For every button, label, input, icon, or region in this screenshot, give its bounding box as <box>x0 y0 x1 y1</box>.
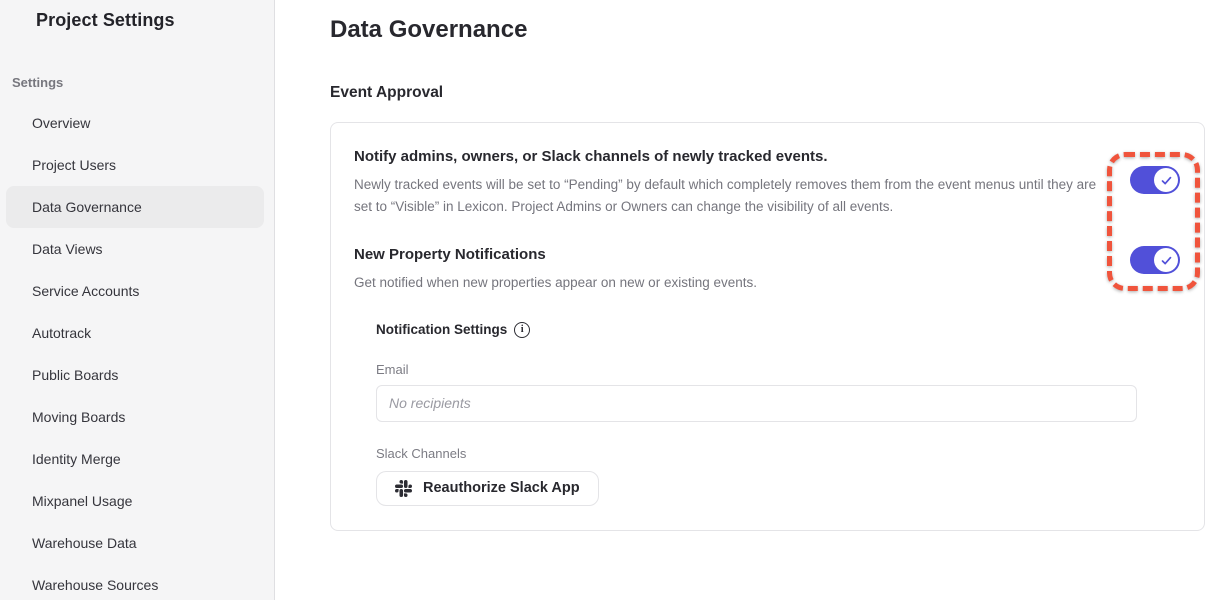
sidebar-item-label: Data Views <box>32 241 103 257</box>
sidebar-item-label: Data Governance <box>32 199 142 215</box>
notify-setting-description: Newly tracked events will be set to “Pending” by default which completely removes them from the event menus until they are set to “Visible” in Lexicon. Project Admins or Owners can change the visibility of all events. <box>354 177 1097 214</box>
sidebar-item-label: Service Accounts <box>32 283 140 299</box>
sidebar-item-public-boards[interactable] <box>0 354 274 396</box>
toggle-knob <box>1154 248 1178 272</box>
slack-channels-label: Slack Channels <box>376 445 467 461</box>
sidebar-item-mixpanel-usage[interactable] <box>0 480 274 522</box>
sidebar-nav <box>0 102 274 600</box>
sidebar-item-label: Warehouse Sources <box>32 577 159 593</box>
new-property-notifications-title: New Property Notifications <box>354 245 546 263</box>
sidebar-item-label: Project Users <box>32 157 117 173</box>
info-icon[interactable]: i <box>514 322 530 338</box>
sidebar-item-data-views[interactable] <box>0 228 274 270</box>
sidebar-item-overview[interactable] <box>0 102 274 144</box>
email-label: Email <box>376 361 409 377</box>
section-title-event-approval: Event Approval <box>330 84 444 101</box>
sidebar-item-label: Identity Merge <box>32 451 121 467</box>
slack-icon <box>395 480 412 497</box>
sidebar-item-service-accounts[interactable] <box>0 270 274 312</box>
sidebar-item-label: Moving Boards <box>32 409 126 425</box>
sidebar-item-warehouse-sources[interactable] <box>0 564 274 600</box>
sidebar <box>0 0 275 600</box>
sidebar-item-label: Public Boards <box>32 367 119 383</box>
toggle-knob <box>1154 168 1178 192</box>
sidebar-item-warehouse-data[interactable] <box>0 522 274 564</box>
new-property-notifications-description: Get notified when new properties appear on new or existing events. <box>354 274 757 290</box>
notification-settings-heading-row <box>376 322 1180 338</box>
check-icon <box>1160 254 1173 267</box>
sidebar-title: Project Settings <box>36 10 175 30</box>
reauthorize-slack-button-label: Reauthorize Slack App <box>423 480 580 497</box>
email-recipients-input[interactable] <box>376 385 1137 422</box>
sidebar-item-moving-boards[interactable] <box>0 396 274 438</box>
reauthorize-slack-button[interactable] <box>376 471 599 506</box>
notification-settings-block <box>376 322 1180 506</box>
sidebar-item-label: Mixpanel Usage <box>32 493 133 509</box>
event-approval-card <box>330 122 1205 531</box>
sidebar-item-identity-merge[interactable] <box>0 438 274 480</box>
sidebar-section-label: Settings <box>12 75 64 90</box>
page-title: Data Governance <box>330 16 528 43</box>
sidebar-item-label: Autotrack <box>32 325 92 341</box>
notification-settings-heading: Notification Settings <box>376 322 508 338</box>
notify-toggle[interactable] <box>1130 166 1180 194</box>
sidebar-item-label: Overview <box>32 115 91 131</box>
check-icon <box>1160 174 1173 187</box>
sidebar-item-label: Warehouse Data <box>32 535 137 551</box>
new-property-toggle[interactable] <box>1130 246 1180 274</box>
sidebar-item-autotrack[interactable] <box>0 312 274 354</box>
main-content <box>276 0 1217 531</box>
sidebar-item-data-governance[interactable] <box>6 186 264 228</box>
notify-setting-title: Notify admins, owners, or Slack channels of newly tracked events. <box>354 148 828 165</box>
sidebar-item-project-users[interactable] <box>0 144 274 186</box>
